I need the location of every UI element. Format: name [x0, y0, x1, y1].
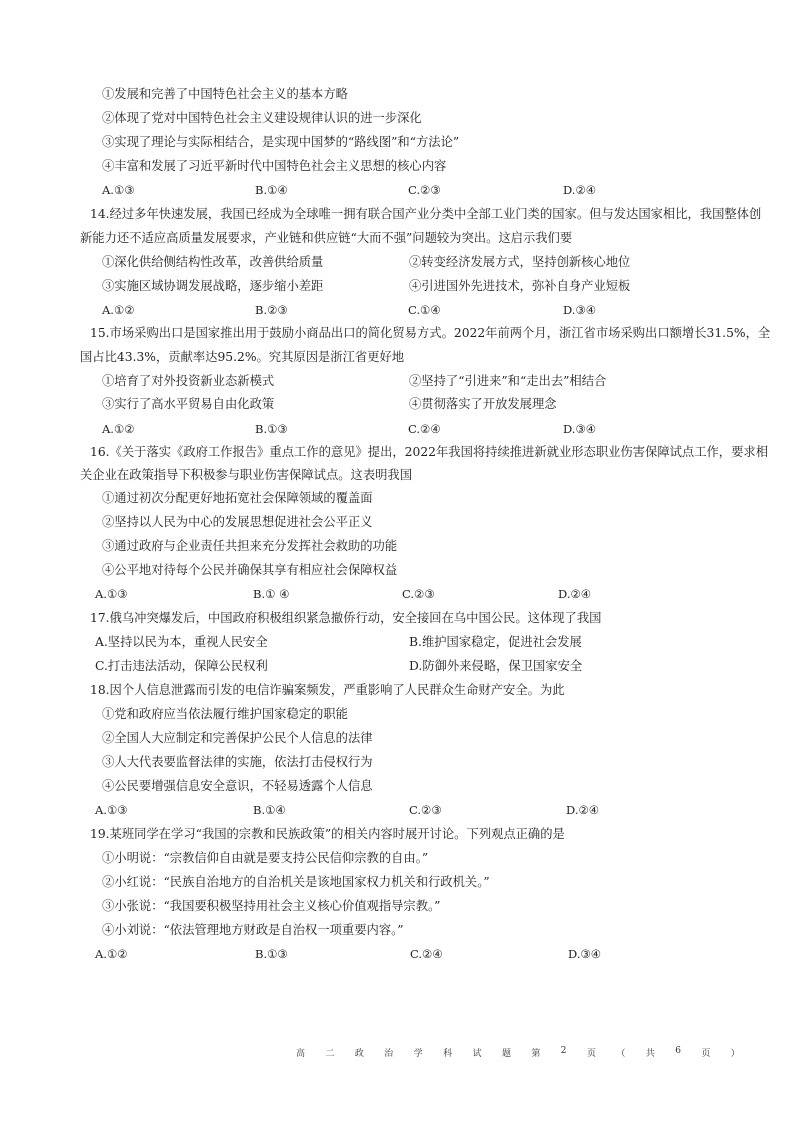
q13-option-2: ②体现了党对中国特色社会主义建设规律认识的进一步深化: [102, 111, 422, 125]
q14-answer-b: B.②③: [255, 303, 288, 317]
q16-option-1: ①通过初次分配更好地拓宽社会保障领域的覆盖面: [102, 491, 373, 505]
q17-option-a: A.坚持以民为本，重视人民安全: [95, 635, 268, 649]
q16-option-3: ③通过政府与企业责任共担来充分发挥社会救助的功能: [102, 539, 398, 553]
q14-answer-c: C.①④: [408, 303, 441, 317]
q19-answer-b: B.①③: [255, 947, 288, 961]
q19-answer-d: D.③④: [568, 947, 602, 961]
q13-answer-b: B.①④: [255, 183, 288, 197]
q18-option-1: ①党和政府应当依法履行维护国家稳定的职能: [102, 707, 348, 721]
q17-option-b: B.维护国家稳定，促进社会发展: [409, 635, 582, 649]
q15-stem-line-1: 15.市场采购出口是国家推出用于鼓励小商品出口的简化贸易方式。2022年前两个月，浙江省市场采购出口额增长31.5%，全: [90, 326, 771, 340]
q13-answer-a: A.①③: [102, 183, 135, 197]
footer-char: 科: [443, 1049, 453, 1059]
q19-option-3: ③小张说：“我国要积极坚持用社会主义核心价值观指导宗教。”: [102, 899, 441, 913]
q18-answer-a: A.①③: [95, 803, 128, 817]
footer-char: 共: [645, 1049, 655, 1059]
q14-option-3: ③实施区域协调发展战略，逐步缩小差距: [102, 279, 324, 293]
q15-answer-b: B.①③: [255, 422, 288, 436]
q16-stem-line-2: 关企业在政策指导下积极参与职业伤害保障试点。这表明我国: [80, 468, 413, 482]
q13-option-1: ①发展和完善了中国特色社会主义的基本方略: [102, 87, 348, 101]
footer-char: 治: [384, 1049, 394, 1059]
q15-option-3: ③实行了高水平贸易自由化政策: [102, 397, 275, 411]
q15-answer-a: A.①②: [102, 422, 135, 436]
q17-stem: 17.俄乌冲突爆发后，中国政府积极组织紧急撤侨行动，安全接回在乌中国公民。这体现了我国: [90, 611, 602, 625]
q14-option-4: ④引进国外先进技术，弥补自身产业短板: [409, 279, 631, 293]
footer-char: 试: [472, 1049, 482, 1059]
q19-option-4: ④小刘说：“依法管理地方财政是自治权一项重要内容。”: [102, 923, 404, 937]
footer-char: 学: [413, 1049, 423, 1059]
q16-answer-a: A.①③: [95, 587, 128, 601]
page-footer: [296, 1046, 740, 1062]
q15-option-2: ②坚持了“引进来”和“走出去”相结合: [409, 374, 607, 388]
q14-stem-line-2: 新能力还不适应高质量发展要求，产业链和供应链“大而不强”问题较为突出。这启示我们要: [80, 231, 573, 245]
q14-answer-d: D.③④: [563, 303, 597, 317]
q18-answer-d: D.②④: [566, 803, 600, 817]
q14-option-1: ①深化供给侧结构性改革，改善供给质量: [102, 255, 324, 269]
q18-option-2: ②全国人大应制定和完善保护公民个人信息的法律: [102, 731, 373, 745]
q17-option-d: D.防御外来侵略，保卫国家安全: [409, 659, 583, 673]
q19-answer-c: C.②④: [410, 947, 443, 961]
q13-option-4: ④丰富和发展了习近平新时代中国特色社会主义思想的核心内容: [102, 159, 447, 173]
footer-char: 高: [296, 1049, 306, 1059]
q18-answer-b: B.①④: [253, 803, 286, 817]
footer-char: 页: [701, 1049, 711, 1059]
footer-char: 题: [501, 1049, 511, 1059]
footer-char: ）: [730, 1049, 740, 1059]
q19-option-2: ②小红说：“民族自治地方的自治机关是该地国家权力机关和行政机关。”: [102, 875, 490, 889]
q18-option-4: ④公民要增强信息安全意识，不轻易透露个人信息: [102, 779, 373, 793]
q15-answer-c: C.②④: [408, 422, 441, 436]
q13-option-3: ③实现了理论与实际相结合，是实现中国梦的“路线图”和“方法论”: [102, 135, 460, 149]
q18-answer-c: C.②③: [409, 803, 442, 817]
q18-stem: 18.因个人信息泄露而引发的电信诈骗案频发，严重影响了人民群众生命财产安全。为此: [90, 683, 565, 697]
q13-answer-d: D.②④: [563, 183, 597, 197]
q15-stem-line-2: 国占比43.3%，贡献率达95.2%。究其原因是浙江省更好地: [80, 350, 405, 364]
q19-stem: 19.某班同学在学习“我国的宗教和民族政策”的相关内容时展开讨论。下列观点正确的是: [90, 827, 565, 841]
q16-option-2: ②坚持以人民为中心的发展思想促进社会公平正义: [102, 515, 373, 529]
q15-answer-d: D.③④: [563, 422, 597, 436]
q15-option-1: ①培育了对外投资新业态新模式: [102, 374, 275, 388]
q19-option-1: ①小明说：“宗教信仰自由就是要支持公民信仰宗教的自由。”: [102, 851, 429, 865]
footer-page-number: 2: [560, 1046, 567, 1056]
footer-char: 页: [586, 1049, 596, 1059]
q15-option-4: ④贯彻落实了开放发展理念: [409, 397, 557, 411]
q17-option-c: C.打击违法活动，保障公民权利: [95, 659, 268, 673]
q16-answer-c: C.②③: [402, 587, 435, 601]
q16-option-4: ④公平地对待每个公民并确保其享有相应社会保障权益: [102, 563, 398, 577]
q16-stem-line-1: 16.《关于落实《政府工作报告》重点工作的意见》提出，2022年我国将持续推进新就业形态职业伤害保障试点工作，要求相: [90, 445, 768, 459]
footer-total-pages: 6: [675, 1046, 681, 1056]
footer-char: 二: [325, 1049, 335, 1059]
q19-answer-a: A.①②: [95, 947, 128, 961]
q18-option-3: ③人大代表要监督法律的实施，依法打击侵权行为: [102, 755, 373, 769]
q16-answer-d: D.②④: [558, 587, 592, 601]
q14-answer-a: A.①②: [102, 303, 135, 317]
footer-char: （: [616, 1049, 626, 1059]
q14-option-2: ②转变经济发展方式，坚持创新核心地位: [409, 255, 631, 269]
q14-stem-line-1: 14.经过多年快速发展，我国已经成为全球唯一拥有联合国产业分类中全部工业门类的国家。但与发达国家相比，我国整体创: [90, 207, 762, 221]
footer-char: 政: [354, 1049, 364, 1059]
footer-char: 第: [531, 1049, 541, 1059]
q16-answer-b: B.① ④: [253, 587, 290, 601]
q13-answer-c: C.②③: [408, 183, 441, 197]
